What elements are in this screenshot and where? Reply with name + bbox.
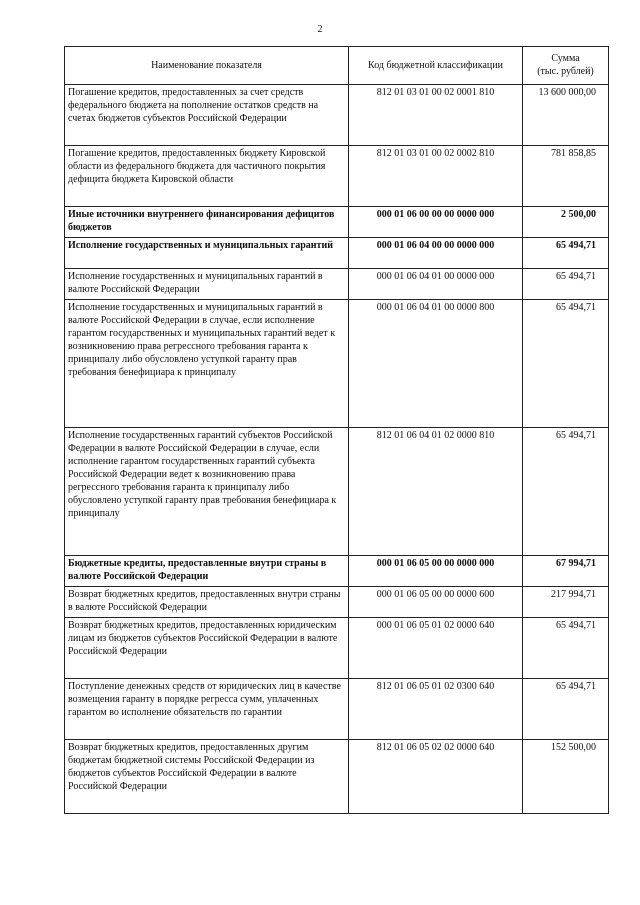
table-row [65, 587, 609, 618]
table-row [65, 679, 609, 740]
row-code: 812 01 06 04 01 02 0000 810 [349, 428, 523, 556]
row-sum: 65 494,71 [523, 679, 609, 740]
row-name: Погашение кредитов, предоставленных за счет средств федерального бюджета на пополнение остатков средств на счетах бюджетов субъектов Российской Федерации [65, 85, 349, 146]
row-code: 812 01 06 05 01 02 0300 640 [349, 679, 523, 740]
row-sum: 65 494,71 [523, 269, 609, 300]
row-name: Возврат бюджетных кредитов, предоставленных другим бюджетам бюджетной системы Российской Федерации из бюджетов субъектов Российской Федерации в валюте Российской Федерации [65, 740, 349, 814]
table-header-row [65, 47, 609, 85]
table-row [65, 428, 609, 556]
row-code: 812 01 06 05 02 02 0000 640 [349, 740, 523, 814]
budget-sources-table [64, 46, 609, 814]
header-sum-text: Сумма (тыс. рублей) [537, 53, 594, 77]
row-sum: 152 500,00 [523, 740, 609, 814]
row-name: Иные источники внутреннего финансирования дефицитов бюджетов [65, 207, 349, 238]
row-code: 000 01 06 05 01 02 0000 640 [349, 618, 523, 679]
row-name: Поступление денежных средств от юридических лиц в качестве возмещения гаранту в порядке регресса сумм, уплаченных гарантом во исполнение обязательств по гарантии [65, 679, 349, 740]
table-row [65, 269, 609, 300]
row-name: Бюджетные кредиты, предоставленные внутри страны в валюте Российской Федерации [65, 556, 349, 587]
row-sum: 2 500,00 [523, 207, 609, 238]
header-budget-code: Код бюджетной классификации [349, 47, 523, 85]
table-row [65, 300, 609, 428]
row-sum: 65 494,71 [523, 300, 609, 428]
row-code: 812 01 03 01 00 02 0002 810 [349, 146, 523, 207]
table-row [65, 238, 609, 269]
table-row [65, 146, 609, 207]
row-name: Погашение кредитов, предоставленных бюджету Кировской области из федерального бюджета для частичного покрытия дефицита бюджета Кировской области [65, 146, 349, 207]
row-code: 000 01 06 04 01 00 0000 000 [349, 269, 523, 300]
row-sum: 65 494,71 [523, 238, 609, 269]
row-name: Исполнение государственных и муниципальных гарантий [65, 238, 349, 269]
row-code: 000 01 06 05 00 00 0000 600 [349, 587, 523, 618]
row-name: Возврат бюджетных кредитов, предоставленных юридическим лицам из бюджетов субъектов Российской Федерации в валюте Российской Федерации [65, 618, 349, 679]
row-sum: 217 994,71 [523, 587, 609, 618]
table-row [65, 556, 609, 587]
page-number: 2 [317, 24, 323, 35]
table-row [65, 618, 609, 679]
row-code: 000 01 06 04 00 00 0000 000 [349, 238, 523, 269]
row-name: Исполнение государственных и муниципальных гарантий в валюте Российской Федерации [65, 269, 349, 300]
row-code: 812 01 03 01 00 02 0001 810 [349, 85, 523, 146]
row-name: Исполнение государственных и муниципальных гарантий в валюте Российской Федерации в случае, если исполнение гарантом государственных и муниципальных гарантий ведет к возникновению права регрессного требования гаранта к принципалу либо обусловлено уступкой гаранту прав требования бенефициара к принципалу [65, 300, 349, 428]
row-code: 000 01 06 05 00 00 0000 000 [349, 556, 523, 587]
header-indicator-name: Наименование показателя [65, 47, 349, 85]
table-row [65, 740, 609, 814]
row-name: Возврат бюджетных кредитов, предоставленных внутри страны в валюте Российской Федерации [65, 587, 349, 618]
row-code: 000 01 06 04 01 00 0000 800 [349, 300, 523, 428]
row-code: 000 01 06 00 00 00 0000 000 [349, 207, 523, 238]
table-row [65, 85, 609, 146]
header-sum [523, 47, 609, 85]
row-sum: 67 994,71 [523, 556, 609, 587]
table-row [65, 207, 609, 238]
row-sum: 65 494,71 [523, 428, 609, 556]
row-name: Исполнение государственных гарантий субъектов Российской Федерации в валюте Российской Федерации в случае, если исполнение гарантом государственных гарантий субъекта Российской Федерации ведет к возникновению права регрессного требования гаранта к принципалу либо обусловлено уступкой гаранту прав требования бенефициара к принципалу [65, 428, 349, 556]
row-sum: 65 494,71 [523, 618, 609, 679]
row-sum: 781 858,85 [523, 146, 609, 207]
row-sum: 13 600 000,00 [523, 85, 609, 146]
